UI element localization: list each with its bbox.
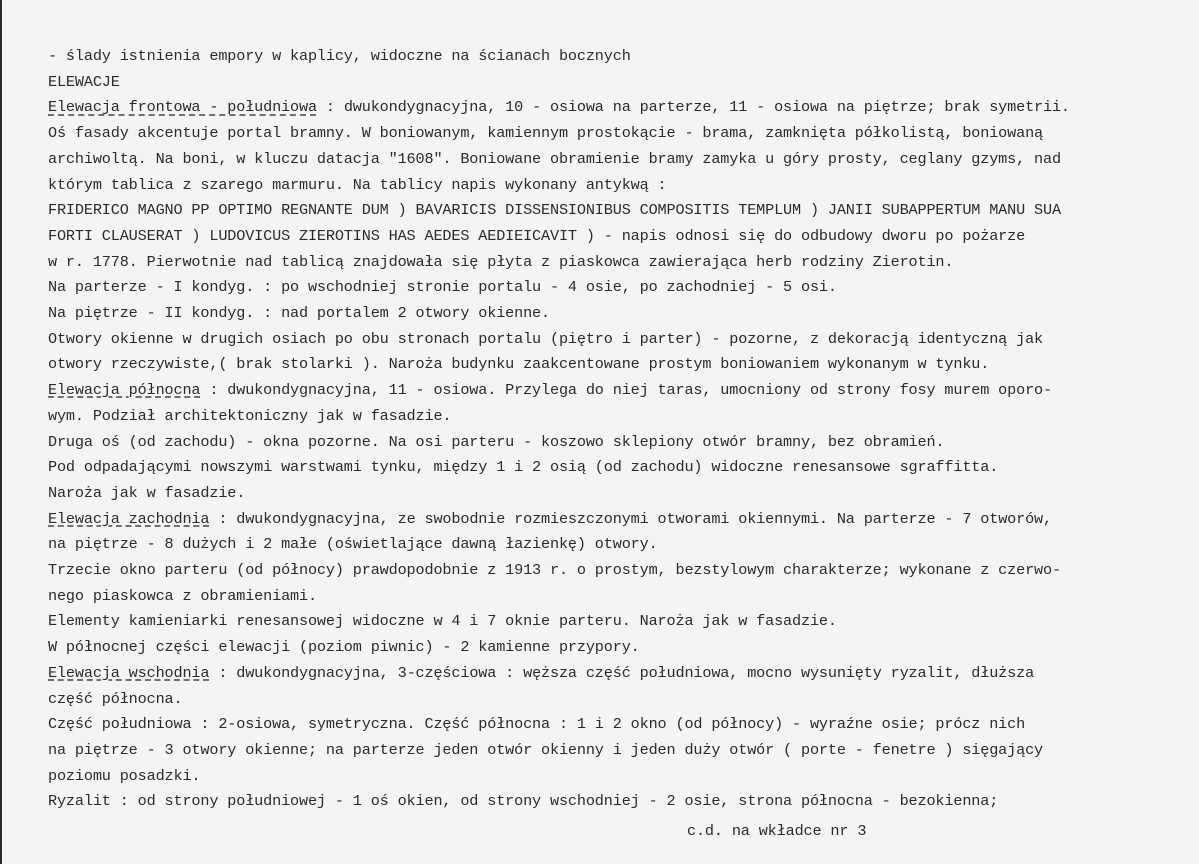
text-line: FORTI CLAUSERAT ) LUDOVICUS ZIEROTINS HAS AEDES AEDIEICAVIT ) - napis odnosi się do odbudowy dworu po pożarze — [48, 226, 1026, 245]
section-heading-line — [48, 664, 1034, 682]
section-text: : dwukondygnacyjna, 10 - osiowa na parterze, 11 - osiowa na piętrze; brak symetrii. — [316, 98, 1070, 117]
text-line: Ryzalit : od strony południowej - 1 oś okien, od strony wschodniej - 2 osie, strona północna - bezokienna; — [48, 792, 999, 811]
text-line: otwory rzeczywiste,( brak stolarki ). Naroża budynku zaakcentowane prostym boniowaniem wykonanym w tynku. — [48, 355, 990, 374]
text-line: którym tablica z szarego marmuru. Na tablicy napis wykonany antykwą : — [48, 175, 667, 194]
continuation-note: c.d. na wkładce nr 3 — [687, 822, 867, 840]
text-line: Część południowa : 2-osiowa, symetryczna. Część północna : 1 i 2 okno (od północy) - wyraźne osie; prócz nich — [48, 715, 1026, 734]
section-heading: Elewacja frontowa - południowa — [48, 98, 317, 117]
section-heading: Elewacja północna — [48, 381, 201, 400]
section-heading-line — [48, 381, 1052, 399]
section-heading: Elewacja zachodnia — [48, 509, 210, 528]
text-line: część północna. — [48, 689, 183, 708]
text-line: Otwory okienne w drugich osiach po obu stronach portalu (piętro i parter) - pozorne, z dekoracją identyczną jak — [48, 329, 1044, 348]
text-line: wym. Podział architektoniczny jak w fasadzie. — [48, 406, 452, 425]
text-line: Na parterze - I kondyg. : po wschodniej stronie portalu - 4 osie, po zachodniej - 5 osi. — [48, 278, 837, 297]
text-line: Elementy kamieniarki renesansowej widoczne w 4 i 7 oknie parteru. Naroża jak w fasadzie. — [48, 612, 837, 631]
text-line: na piętrze - 8 dużych i 2 małe (oświetlające dawną łazienkę) otwory. — [48, 535, 658, 554]
text-line: archiwoltą. Na boni, w kluczu datacja "1608". Boniowane obramienie bramy zamyka u góry prosty, ceglany gzyms, nad — [48, 149, 1061, 168]
text-line: poziomu posadzki. — [48, 766, 201, 785]
text-line: Trzecie okno parteru (od północy) prawdopodobnie z 1913 r. o prostym, bezstylowym charakterze; wykonane z czerwo- — [48, 561, 1061, 579]
text-line: na piętrze - 3 otwory okienne; na parterze jeden otwór okienny i jeden duży otwór ( porte - fenetre ) sięgający — [48, 740, 1044, 759]
section-heading-line — [48, 98, 1070, 116]
text-line: ELEWACJE — [48, 72, 120, 91]
text-line: Oś fasady akcentuje portal bramny. W boniowanym, kamiennym prostokącie - brama, zamknięta półkolistą, boniowaną — [48, 124, 1044, 143]
section-heading: Elewacja wschodnia — [48, 663, 210, 682]
text-line: w r. 1778. Pierwotnie nad tablicą znajdowała się płyta z piaskowca zawierająca herb rodziny Zierotin. — [48, 252, 954, 271]
text-line: Pod odpadającymi nowszymi warstwami tynku, między 1 i 2 osią (od zachodu) widoczne renesansowe sgraffitta. — [48, 458, 999, 477]
text-line: FRIDERICO MAGNO PP OPTIMO REGNANTE DUM ) BAVARICIS DISSENSIONIBUS COMPOSITIS TEMPLUM ) JANII SUBAPPERTUM MANU SUA — [48, 201, 1061, 220]
section-text: : dwukondygnacyjna, 11 - osiowa. Przylega do niej taras, umocniony od strony fosy murem oporo- — [200, 381, 1052, 400]
text-line: W północnej części elewacji (poziom piwnic) - 2 kamienne przypory. — [48, 638, 640, 657]
text-line: - ślady istnienia empory w kaplicy, widoczne na ścianach bocznych — [48, 47, 631, 65]
section-text: : dwukondygnacyjna, ze swobodnie rozmieszczonymi otworami okiennymi. Na parterze - 7 otworów, — [209, 509, 1052, 528]
section-text: : dwukondygnacyjna, 3-częściowa : węższa część południowa, mocno wysunięty ryzalit, dłuższa — [209, 663, 1035, 682]
text-line: Druga oś (od zachodu) - okna pozorne. Na osi parteru - koszowo sklepiony otwór bramny, bez obramień. — [48, 432, 945, 451]
text-line: Naroża jak w fasadzie. — [48, 483, 246, 502]
text-line: Na piętrze - II kondyg. : nad portalem 2 otwory okienne. — [48, 304, 550, 322]
text-line: nego piaskowca z obramieniami. — [48, 586, 317, 605]
section-heading-line — [48, 510, 1052, 528]
